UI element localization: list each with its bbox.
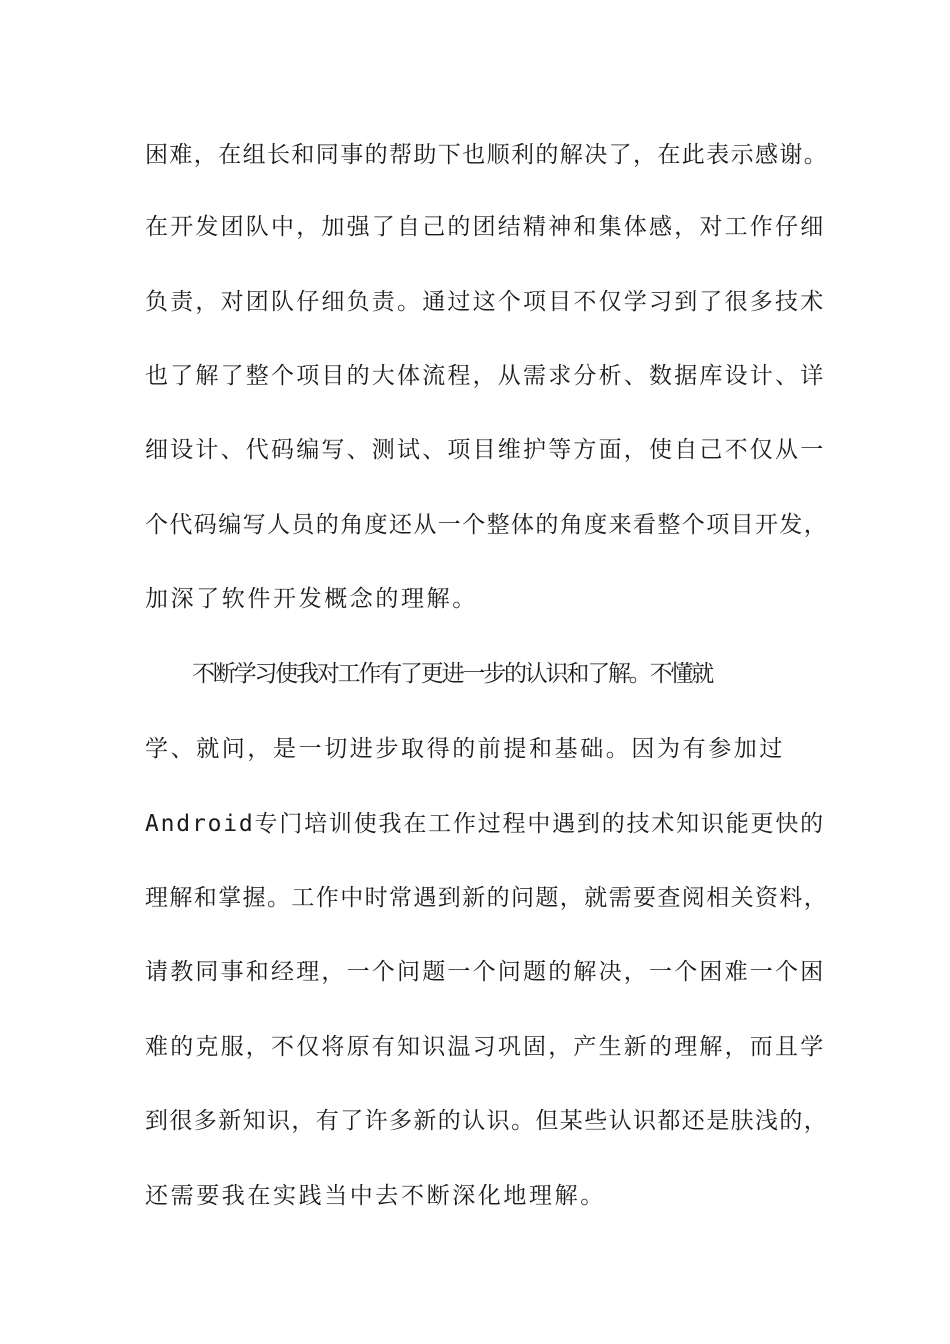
text-line: 理解和掌握。工作中时常遇到新的问题，就需要查阅相关资料， [145, 885, 829, 911]
text-line: 到很多新知识，有了许多新的认识。但某些认识都还是肤浅的， [145, 1108, 829, 1134]
text-line: 加深了软件开发概念的理解。 [145, 586, 478, 612]
text-line: Android专门培训使我在工作过程中遇到的技术知识能更快的 [145, 811, 825, 837]
text-line: 困难，在组长和同事的帮助下也顺利的解决了，在此表示感谢。 [145, 142, 829, 168]
text-line: 不断学习使我对工作有了更进一步的认识和了解。不懂就 [192, 661, 713, 687]
text-line: 难的克服，不仅将原有知识温习巩固，产生新的理解，而且学 [145, 1034, 826, 1060]
text-line: 在开发团队中，加强了自己的团结精神和集体感，对工作仔细 [145, 214, 826, 240]
text-line: 个代码编写人员的角度还从一个整体的角度来看整个项目开发， [145, 512, 829, 538]
text-line: 细设计、代码编写、测试、项目维护等方面，使自己不仅从一 [145, 437, 826, 463]
text-line: 也了解了整个项目的大体流程，从需求分析、数据库设计、详 [145, 363, 826, 389]
text-line: 学、就问，是一切进步取得的前提和基础。因为有参加过 [145, 736, 785, 762]
text-line: 还需要我在实践当中去不断深化地理解。 [145, 1183, 606, 1209]
text-line: 请教同事和经理，一个问题一个问题的解决，一个困难一个困 [145, 959, 826, 985]
text-line: 负责，对团队仔细负责。通过这个项目不仅学习到了很多技术 [145, 289, 826, 315]
